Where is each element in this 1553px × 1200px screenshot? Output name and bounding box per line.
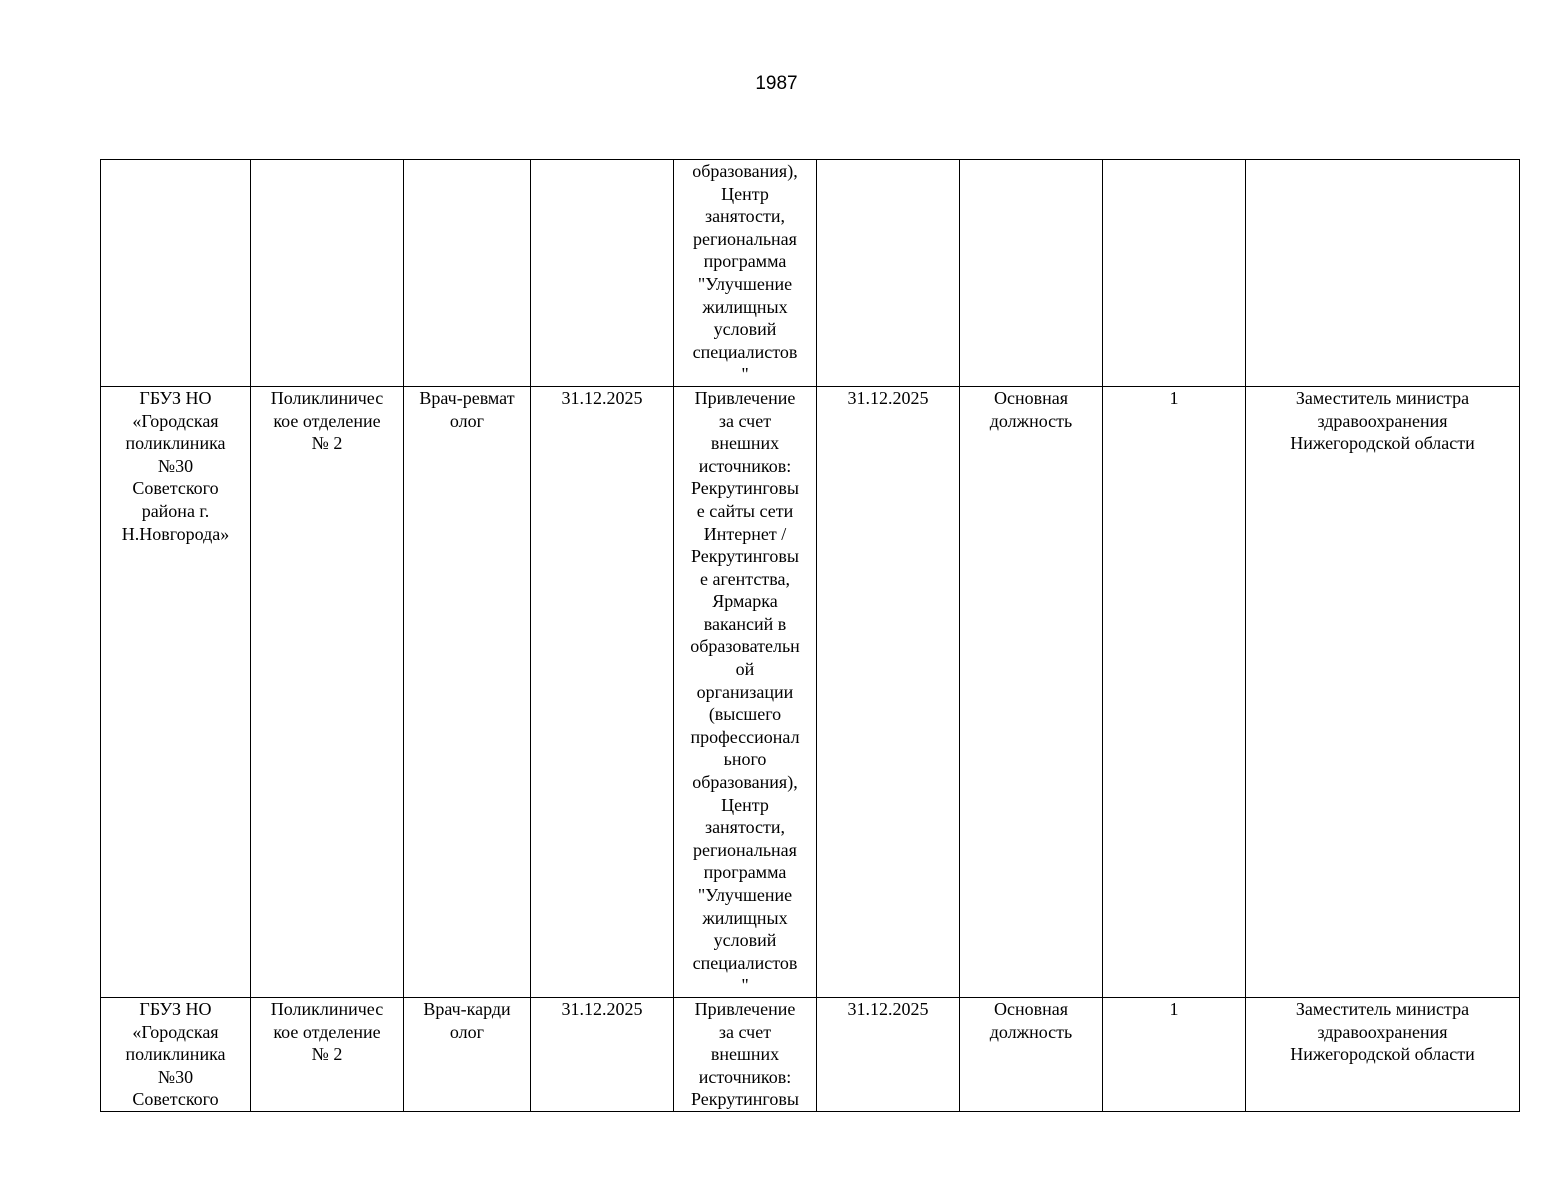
type-cell: Основная должность	[960, 997, 1103, 1111]
method-cell: Привлечение за счет внешних источников: Рекрутинговы е сайты сети Интернет / Рекрутинговы е агентства, Ярмарка вакансий в образовательн ой организации (высшего профессионал ьного образования), Центр занятости, региональная программа "Улучшение жилищных условий специалистов "	[674, 386, 817, 997]
method-cell: Привлечение за счет внешних источников: Рекрутинговы	[674, 997, 817, 1111]
vacancy-table	[100, 159, 1520, 1112]
position-cell: Врач-карди олог	[404, 997, 531, 1111]
org-cell	[101, 160, 251, 387]
responsible-cell: Заместитель министра здравоохранения Нижегородской области	[1246, 997, 1520, 1111]
count-cell: 1	[1103, 386, 1246, 997]
responsible-cell: Заместитель министра здравоохранения Нижегородской области	[1246, 386, 1520, 997]
responsible-cell	[1246, 160, 1520, 387]
table-row	[101, 386, 1520, 997]
department-cell	[251, 160, 404, 387]
department-cell: Поликлиничес кое отделение № 2	[251, 997, 404, 1111]
date-cell: 31.12.2025	[817, 997, 960, 1111]
date-cell	[531, 160, 674, 387]
page-number: 1987	[755, 73, 798, 94]
department-cell: Поликлиничес кое отделение № 2	[251, 386, 404, 997]
date-cell: 31.12.2025	[531, 386, 674, 997]
date-cell	[817, 160, 960, 387]
count-cell: 1	[1103, 997, 1246, 1111]
type-cell: Основная должность	[960, 386, 1103, 997]
table-row	[101, 997, 1520, 1111]
org-cell: ГБУЗ НО «Городская поликлиника №30 Советского	[101, 997, 251, 1111]
position-cell	[404, 160, 531, 387]
date-cell: 31.12.2025	[817, 386, 960, 997]
count-cell	[1103, 160, 1246, 387]
position-cell: Врач-ревмат олог	[404, 386, 531, 997]
org-cell: ГБУЗ НО «Городская поликлиника №30 Советского района г. Н.Новгорода»	[101, 386, 251, 997]
type-cell	[960, 160, 1103, 387]
date-cell: 31.12.2025	[531, 997, 674, 1111]
method-cell: образования), Центр занятости, региональная программа "Улучшение жилищных условий специалистов "	[674, 160, 817, 387]
table-row	[101, 160, 1520, 387]
